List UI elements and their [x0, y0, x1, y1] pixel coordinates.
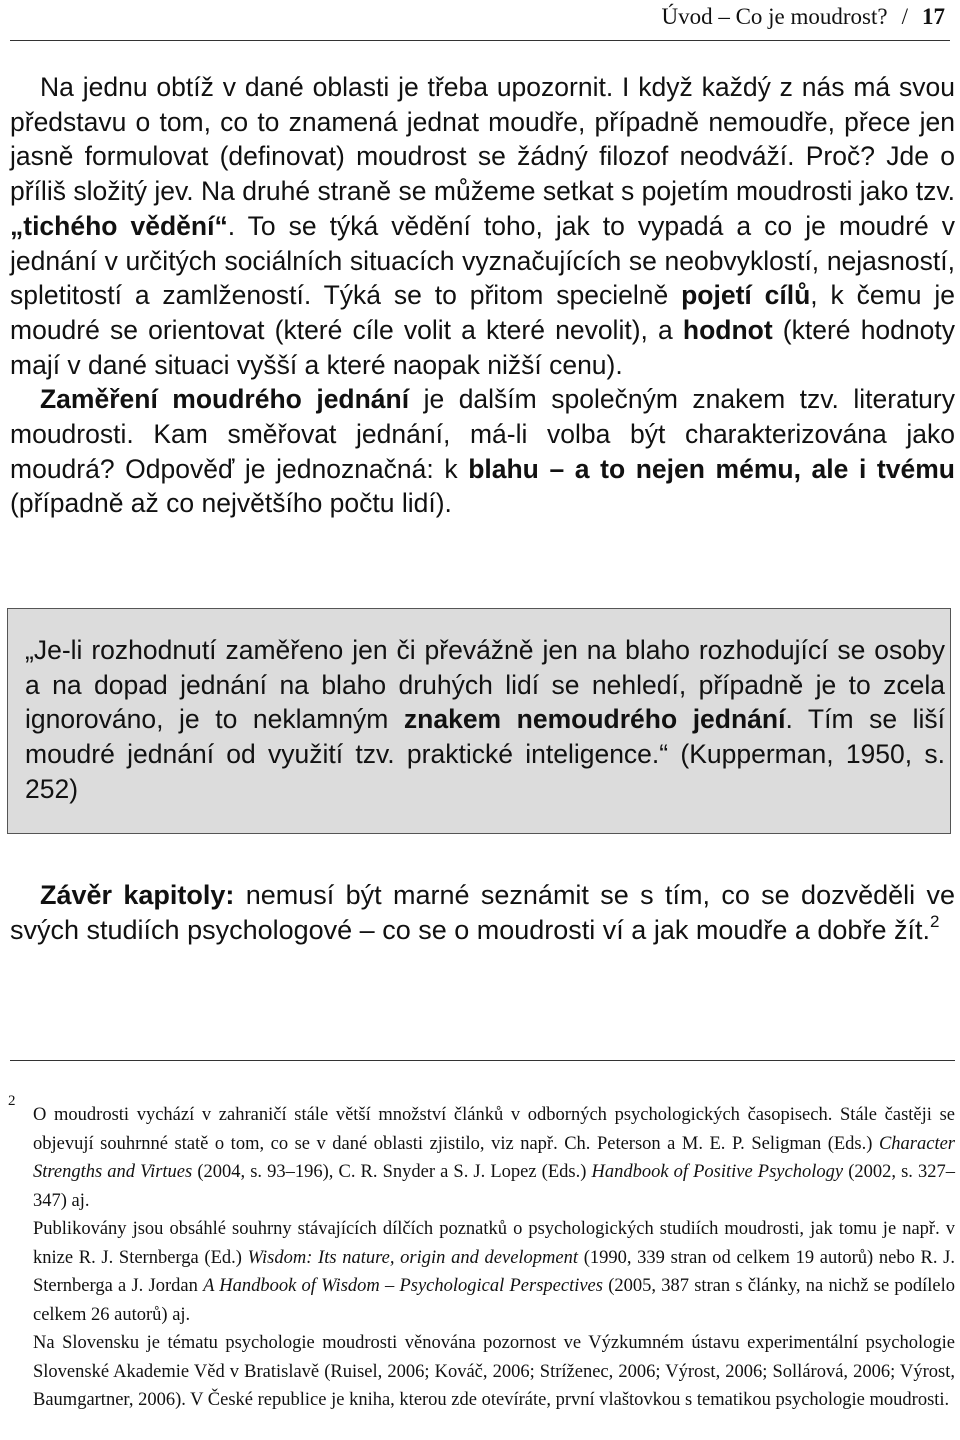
bold-term-goals: pojetí cílů [681, 280, 811, 311]
text-span: (2002, s. 327–347) aj. [33, 1162, 955, 1211]
running-title: Úvod – Co je moudrost? [661, 4, 888, 29]
text-span: (1990, 339 stran od celkem 19 autorů) nebo R. J. Sternberga a J. Jordan [33, 1247, 955, 1296]
page-number: 17 [922, 4, 945, 29]
bold-term-tacit-knowledge: „tichého vědění“ [10, 210, 228, 241]
text-span: Na Slovensku je tématu psychologie moudrosti věnována pozornost ve Výzkumném ústavu experimentální psychologie Slovenské Akademie Věd v Bratislavě (Ruisel, 2006; Kováč, 2006; Stríženec, 2006; Výrost, 2006; Sollárová, 2006; Výrost, Baumgartner, 2006). V České republice je kniha, kterou zde otevíráte, první vlaštovkou s tematikou psychologie moudrosti. [33, 1333, 955, 1410]
footnote-divider [10, 1060, 955, 1061]
footnotes [33, 1101, 955, 1415]
text-span: (které hodnoty mají v dané situaci vyšší a které naopak nižší cenu). [10, 314, 955, 380]
header-separator: / [901, 4, 908, 29]
text-span: . Tím se liší moudré jednání od využití tzv. praktické inteligence.“ (Kupperman, 1950, s. 252) [25, 704, 945, 804]
text-span: , k čemu je moudré se orientovat (které cíle volit a které nevolit), a [10, 280, 955, 345]
page-header [10, 0, 950, 41]
bold-term-values: hodnot [682, 314, 773, 345]
main-text [10, 70, 955, 521]
book-title: Handbook of Positive Psychology [591, 1162, 844, 1182]
footnote-paragraph [33, 1329, 955, 1415]
chapter-conclusion [10, 878, 955, 948]
footnote-reference[interactable]: 2 [929, 912, 940, 931]
footnote-marker: 2 [8, 1093, 16, 1109]
bold-term-welfare: blahu – a to nejen mému, ale i tvému [468, 453, 955, 484]
text-span: (případně až co největšího počtu lidí). [10, 488, 452, 519]
text-span: nemusí být marné seznámit se s tím, co se dozvěděli ve svých studiích psychologové – co se o moudrosti ví a jak moudře a dobře žít. [10, 880, 955, 945]
book-title: Character Strengths and Virtues [33, 1133, 955, 1182]
text-span: . To se týká vědění toho, jak to vypadá a co je moudré v jednání v určitých sociálních situacích vyznačujících se neobvyklostí, nejasností, spletitostí a zamlžeností. Týká se to přitom specielně [10, 210, 955, 311]
text-span: je dalším společným znakem tzv. literatury moudrosti. Kam směřovat jednání, má-li volba být charakterizována jako moudrá? Odpověď je jednoznačná: k [10, 384, 955, 484]
text-span: „Je-li rozhodnutí zaměřeno jen či převážně jen na blaho rozhodující se osoby a na dopad jednání na blaho druhých lidí se nehledí, případně je to zcela ignorováno, je to neklamným [25, 635, 945, 735]
text-span: (2005, 387 stran s články, na nichž se podílelo celkem 26 autorů) aj. [33, 1276, 956, 1325]
conclusion-paragraph [10, 878, 955, 948]
quote-box [7, 608, 951, 834]
bold-term-orientation: Zaměření moudrého jednání [40, 384, 410, 415]
book-title: Wisdom: Its nature, origin and development [247, 1247, 579, 1268]
paragraph-tacit-knowledge [10, 70, 955, 382]
text-span: Na jednu obtíž v dané oblasti je třeba upozornit. I když každý z nás má svou představu o tom, co to znamená jednat moudře, případně nemoudře, přece jen jasně formulovat (definovat) moudrost se žádný filozof neodváží. Proč? Jde o příliš složitý jev. Na druhé straně se můžeme setkat s pojetím moudrosti jako tzv. [10, 72, 955, 207]
running-header [661, 4, 945, 30]
book-title: A Handbook of Wisdom – Psychological Perspectives [203, 1276, 603, 1296]
conclusion-label: Závěr kapitoly: [40, 880, 235, 910]
footnote-paragraph [33, 1215, 955, 1329]
bold-term-unwise-action: znakem nemoudrého jednání [403, 704, 786, 735]
quote-text [25, 633, 945, 807]
paragraph-orientation [10, 382, 955, 521]
text-span: O moudrosti vychází v zahraničí stále větší množství článků v odborných psychologických časopisech. Stále častěji se objevují souhrnné statě o tom, co se v dané oblasti zjistilo, viz např. Ch. Peterson a M. E. P. Seligman (Eds.) [33, 1105, 955, 1154]
text-span: Publikovány jsou obsáhlé souhrny stávajících dílčích poznatků o psychologických studiích moudrosti, jak tomu je např. v knize R. J. Sternberga (Ed.) [33, 1219, 955, 1268]
text-span: (2004, s. 93–196), C. R. Snyder a S. J. Lopez (Eds.) [192, 1162, 592, 1182]
footnote-paragraph [33, 1101, 955, 1215]
